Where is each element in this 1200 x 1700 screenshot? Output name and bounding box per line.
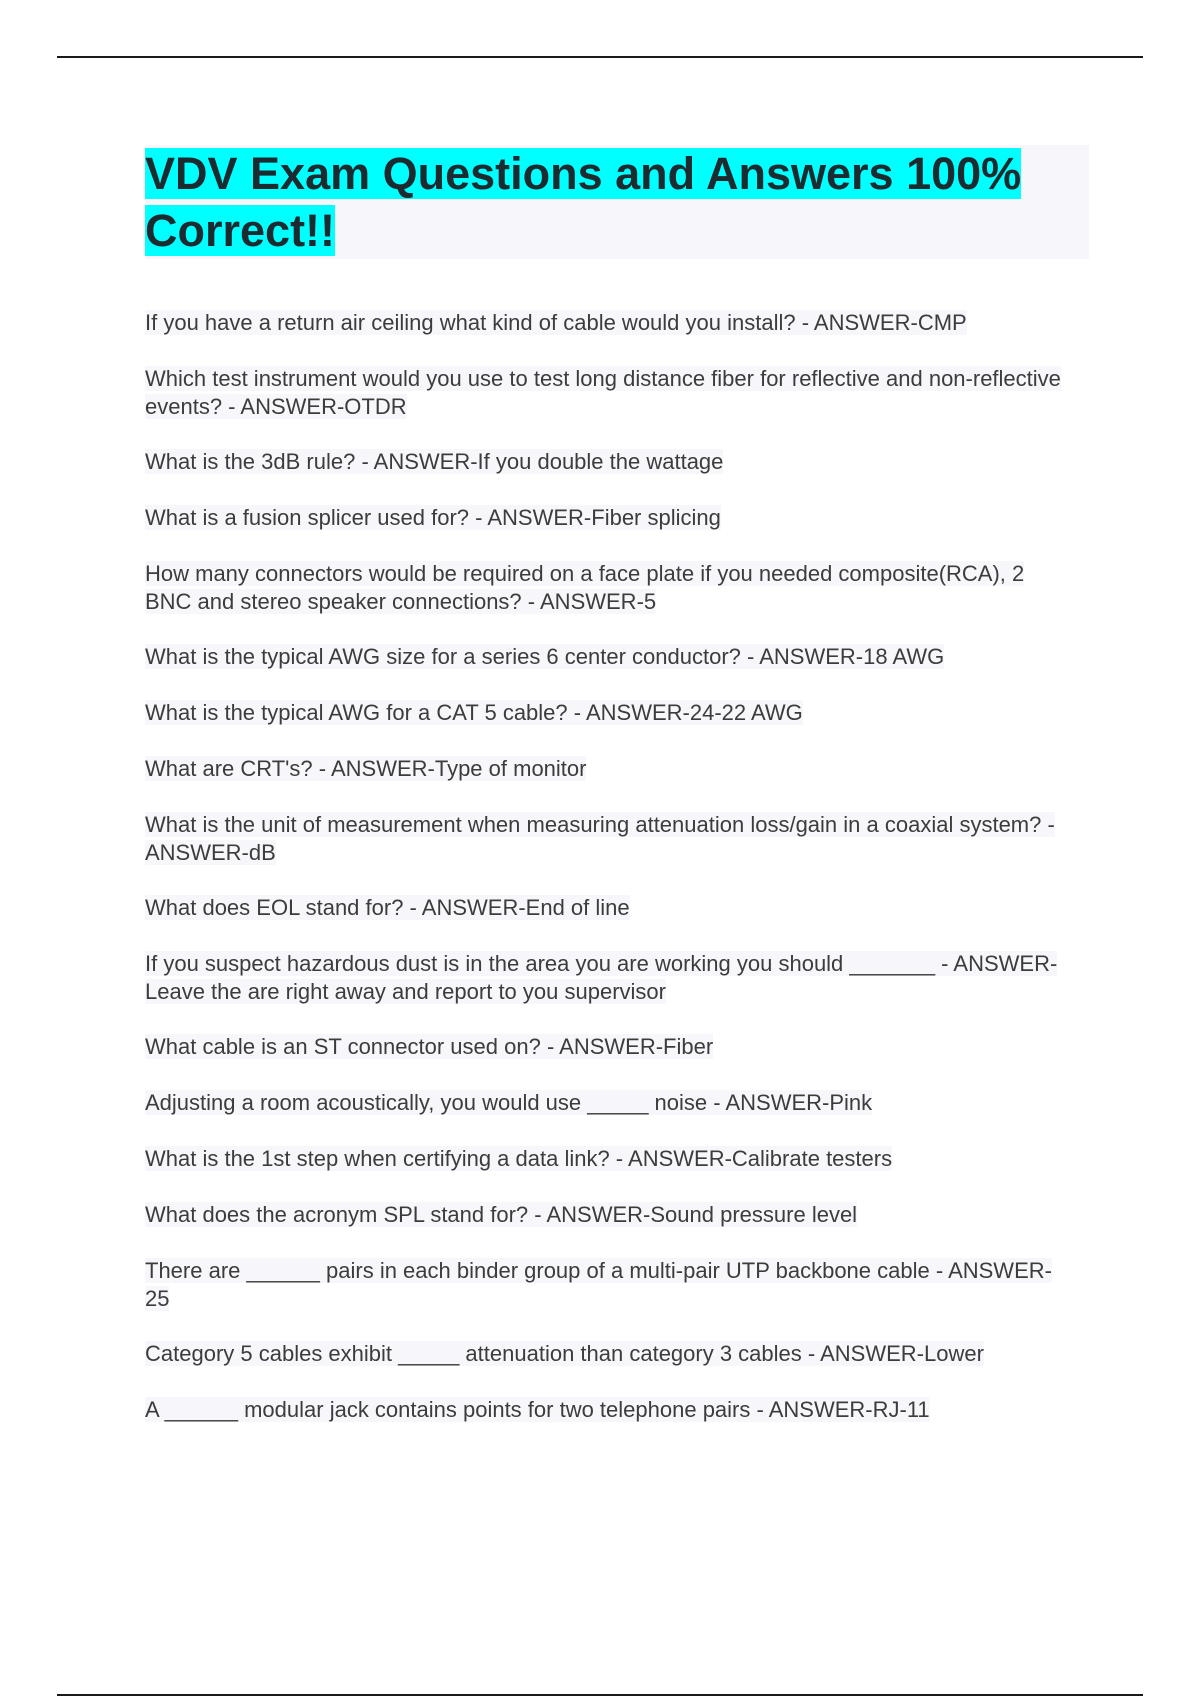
qa-text: A ______ modular jack contains points for two telephone pairs - ANSWER-RJ-11 bbox=[145, 1397, 930, 1422]
qa-item bbox=[145, 504, 1075, 532]
qa-item bbox=[145, 755, 1075, 783]
qa-text: What is the 1st step when certifying a data link? - ANSWER-Calibrate testers bbox=[145, 1146, 893, 1171]
qa-item bbox=[145, 309, 1075, 337]
qa-text: Category 5 cables exhibit _____ attenuation than category 3 cables - ANSWER-Lower bbox=[145, 1341, 984, 1366]
qa-list bbox=[145, 309, 1075, 1452]
qa-text: There are ______ pairs in each binder group of a multi-pair UTP backbone cable - ANSWER-25 bbox=[145, 1258, 1052, 1311]
qa-text: What is the unit of measurement when measuring attenuation loss/gain in a coaxial system? - ANSWER-dB bbox=[145, 812, 1055, 865]
qa-text: What are CRT's? - ANSWER-Type of monitor bbox=[145, 756, 587, 781]
top-rule bbox=[57, 56, 1143, 58]
qa-text: What is the typical AWG size for a series 6 center conductor? - ANSWER-18 AWG bbox=[145, 644, 945, 669]
qa-text: Which test instrument would you use to test long distance fiber for reflective and non-reflective events? - ANSWER-OTDR bbox=[145, 366, 1061, 419]
page-title bbox=[145, 145, 1089, 259]
qa-text: What is a fusion splicer used for? - ANSWER-Fiber splicing bbox=[145, 505, 721, 530]
qa-text: If you have a return air ceiling what kind of cable would you install? - ANSWER-CMP bbox=[145, 310, 967, 335]
qa-item bbox=[145, 894, 1075, 922]
qa-item bbox=[145, 1089, 1075, 1117]
qa-text: What cable is an ST connector used on? - ANSWER-Fiber bbox=[145, 1034, 714, 1059]
qa-item bbox=[145, 365, 1075, 421]
qa-item bbox=[145, 448, 1075, 476]
bottom-rule bbox=[57, 1694, 1143, 1696]
qa-text: What does the acronym SPL stand for? - ANSWER-Sound pressure level bbox=[145, 1202, 858, 1227]
qa-item bbox=[145, 699, 1075, 727]
title-highlight: VDV Exam Questions and Answers 100% Correct!! bbox=[145, 148, 1022, 256]
qa-text: How many connectors would be required on a face plate if you needed composite(RCA), 2 BNC and stereo speaker connections? - ANSWER-5 bbox=[145, 561, 1025, 614]
qa-item bbox=[145, 1257, 1075, 1313]
qa-item bbox=[145, 1340, 1075, 1368]
qa-item bbox=[145, 1396, 1075, 1424]
title-block bbox=[145, 145, 1089, 259]
qa-item bbox=[145, 950, 1075, 1006]
qa-text: What does EOL stand for? - ANSWER-End of line bbox=[145, 895, 630, 920]
qa-item bbox=[145, 1145, 1075, 1173]
qa-text: If you suspect hazardous dust is in the area you are working you should _______ - ANSWER-Leave the are right away and report to you supervisor bbox=[145, 951, 1058, 1004]
qa-text: Adjusting a room acoustically, you would use _____ noise - ANSWER-Pink bbox=[145, 1090, 873, 1115]
qa-item bbox=[145, 1201, 1075, 1229]
qa-item bbox=[145, 811, 1075, 867]
qa-text: What is the typical AWG for a CAT 5 cable? - ANSWER-24-22 AWG bbox=[145, 700, 803, 725]
qa-item bbox=[145, 1033, 1075, 1061]
qa-item bbox=[145, 643, 1075, 671]
qa-text: What is the 3dB rule? - ANSWER-If you double the wattage bbox=[145, 449, 724, 474]
qa-item bbox=[145, 560, 1075, 616]
